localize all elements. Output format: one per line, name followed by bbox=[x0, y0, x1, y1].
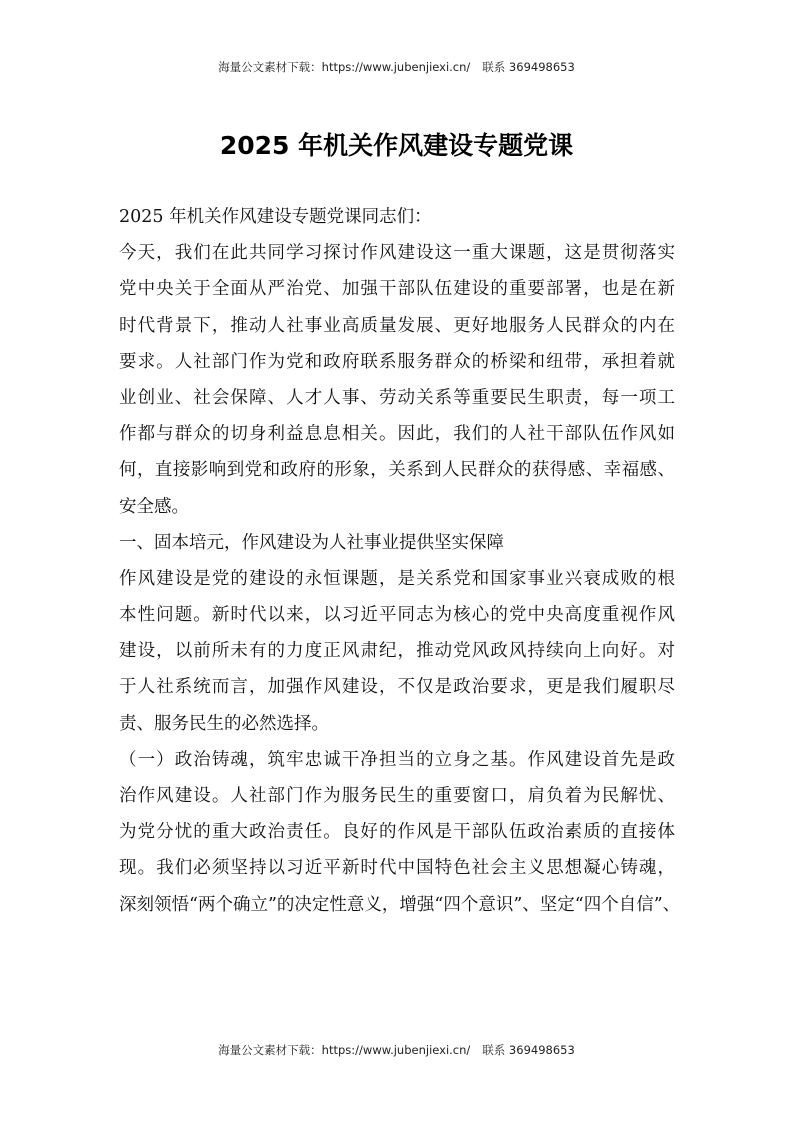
header-download-text: 海量公文素材下载：https://www.jubenjiexi.cn/ bbox=[218, 60, 471, 74]
text-line: 作都与群众的切身利益息息相关。因此，我们的人社干部队伍作风如 bbox=[119, 424, 675, 445]
text-line: 治作风建设。人社部门作为服务民生的重要窗口，肩负着为民解忧、 bbox=[119, 786, 675, 806]
text-line: 党中央关于全面从严治党、加强干部队伍建设的重要部署，也是在新 bbox=[119, 279, 675, 300]
paragraph-subsection-1 bbox=[119, 742, 681, 923]
text-line: 为党分忧的重大政治责任。良好的作风是干部队伍政治素质的直接体 bbox=[119, 822, 675, 843]
text-line: 建设，以前所未有的力度正风肃纪，推动党风政风持续向上向好。对 bbox=[119, 641, 675, 662]
text-line: 2025 年机关作风建设专题党课同志们： bbox=[119, 207, 432, 227]
text-line: （一）政治铸魂，筑牢忠诚干净担当的立身之基。作风建设首先是政 bbox=[119, 749, 675, 770]
text-line: 要求。人社部门作为党和政府联系服务群众的桥梁和纽带，承担着就 bbox=[119, 351, 675, 372]
footer-contact-text: 联系 369498653 bbox=[482, 1043, 575, 1057]
text-line: 一、固本培元，作风建设为人社事业提供坚实保障 bbox=[119, 532, 504, 553]
text-line: 作风建设是党的建设的永恒课题，是关系党和国家事业兴衰成败的根 bbox=[119, 568, 675, 589]
text-line: 何，直接影响到党和政府的形象，关系到人民群众的获得感、幸福感、 bbox=[119, 460, 675, 481]
text-line: 深刻领悟“两个确立”的决定性意义，增强“四个意识”、坚定“四个自信”、 bbox=[119, 894, 681, 915]
document-body bbox=[119, 199, 681, 923]
header-contact-text: 联系 369498653 bbox=[482, 60, 575, 74]
text-line: 现。我们必须坚持以习近平新时代中国特色社会主义思想凝心铸魂， bbox=[119, 858, 675, 879]
text-line: 本性问题。新时代以来，以习近平同志为核心的党中央高度重视作风 bbox=[119, 605, 675, 626]
paragraph-intro bbox=[119, 235, 675, 525]
text-line: 安全感。 bbox=[119, 496, 189, 517]
text-line: 于人社系统而言，加强作风建设，不仅是政治要求，更是我们履职尽 bbox=[119, 677, 675, 698]
document-title: 2025 年机关作风建设专题党课 bbox=[219, 131, 574, 160]
text-line: 时代背景下，推动人社事业高质量发展、更好地服务人民群众的内在 bbox=[119, 315, 675, 336]
paragraph-salutation bbox=[119, 199, 675, 235]
text-line: 责、服务民生的必然选择。 bbox=[119, 713, 329, 734]
paragraph-section-1 bbox=[119, 561, 675, 742]
footer-download-text: 海量公文素材下载：https://www.jubenjiexi.cn/ bbox=[218, 1043, 471, 1057]
text-line: 业创业、社会保障、人才人事、劳动关系等重要民生职责，每一项工 bbox=[119, 387, 675, 408]
section-heading-1 bbox=[119, 525, 675, 561]
page-header bbox=[0, 59, 793, 75]
page-footer bbox=[0, 1042, 793, 1058]
text-line: 今天，我们在此共同学习探讨作风建设这一重大课题，这是贯彻落实 bbox=[119, 243, 675, 264]
